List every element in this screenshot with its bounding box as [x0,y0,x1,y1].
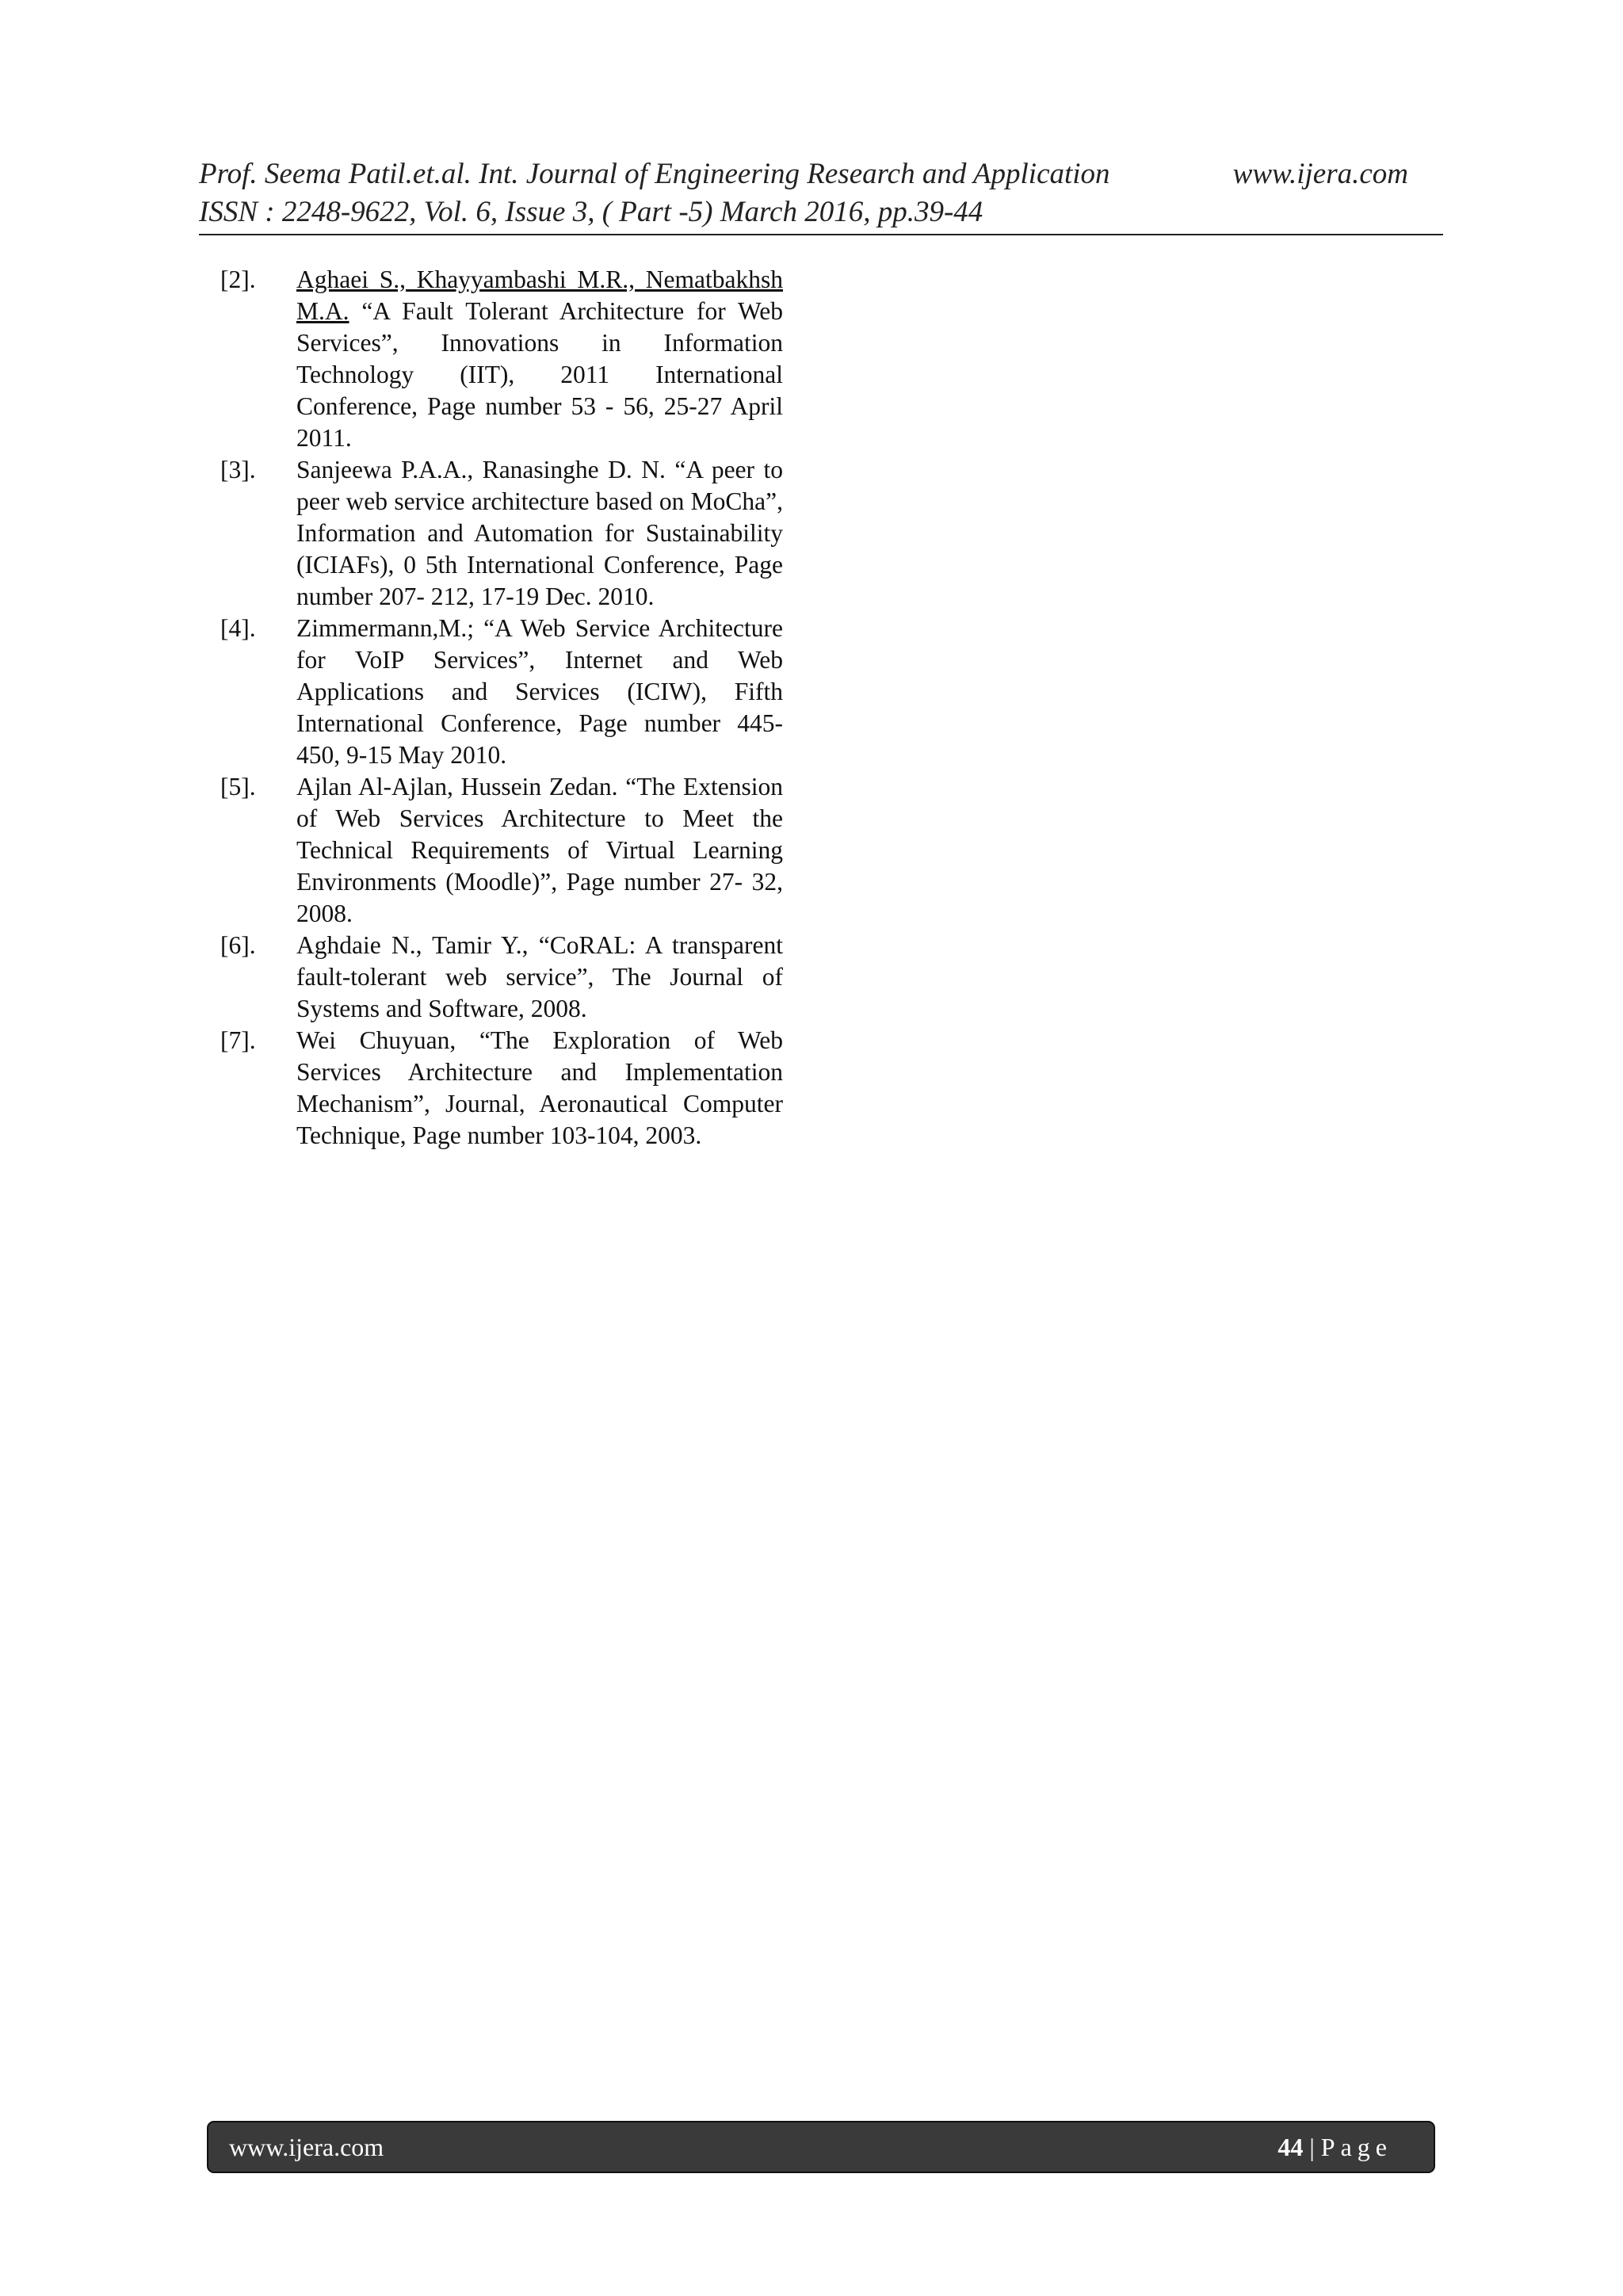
reference-text: Sanjeewa P.A.A., Ranasinghe D. N. “A peer to peer web service architecture based on MoCha”, Information and Automation for Sustainability (ICIAFs), 0 5th International Conference, Page number 207- 212, 17-19 Dec. 2010. [296,456,783,610]
reference-text: Wei Chuyuan, “The Exploration of Web Services Architecture and Implementation Mechanism”, Journal, Aeronautical Computer Technique, Page number 103-104, 2003. [296,1026,783,1149]
footer-url-link[interactable]: www.ijera.com [229,2132,384,2161]
reference-number: [2]. [220,266,256,293]
reference-text [296,264,783,454]
page-separator: | [1303,2132,1321,2161]
reference-item [220,613,783,771]
reference-item [220,1025,783,1152]
page-indicator [1277,2133,1392,2162]
header-line-1 [199,155,1443,193]
reference-item [220,930,783,1025]
header-divider [199,234,1443,235]
reference-item [220,771,783,930]
running-header [199,155,1443,231]
reference-number: [4]. [220,614,256,642]
reference-item [220,454,783,613]
reference-number: [3]. [220,456,256,483]
reference-number: [5]. [220,773,256,800]
reference-list [220,264,783,1152]
reference-number: [7]. [220,1026,256,1054]
issn-line: ISSN : 2248-9622, Vol. 6, Issue 3, ( Part -5) March 2016, pp.39-44 [199,196,983,228]
header-url-link[interactable]: www.ijera.com [1232,158,1408,190]
reference-body: “A Fault Tolerant Architecture for Web Services”, Innovations in Information Technology (IIT), 2011 International Conference, Page number 53 - 56, 25-27 April 2011. [296,297,783,452]
reference-item [220,264,783,454]
reference-text: Ajlan Al-Ajlan, Hussein Zedan. “The Extension of Web Services Architecture to Meet the Technical Requirements of Virtual Learning Environments (Moodle)”, Page number 27- 32, 2008. [296,773,783,927]
page-label: Page [1320,2132,1392,2161]
reference-text: Aghdaie N., Tamir Y., “CoRAL: A transparent fault-tolerant web service”, The Journal of Systems and Software, 2008. [296,931,783,1022]
page-footer [207,2121,1435,2173]
journal-citation: Prof. Seema Patil.et.al. Int. Journal of Engineering Research and Application [199,158,1110,190]
reference-authors-link[interactable]: Aghaei S., Khayyambashi M.R., Nematbakhsh M.A. [296,266,783,325]
reference-text: Zimmermann,M.; “A Web Service Architecture for VoIP Services”, Internet and Web Applications and Services (ICIW), Fifth International Conference, Page number 445-450, 9-15 May 2010. [296,614,783,769]
page-number: 44 [1277,2132,1304,2161]
reference-number: [6]. [220,931,256,959]
